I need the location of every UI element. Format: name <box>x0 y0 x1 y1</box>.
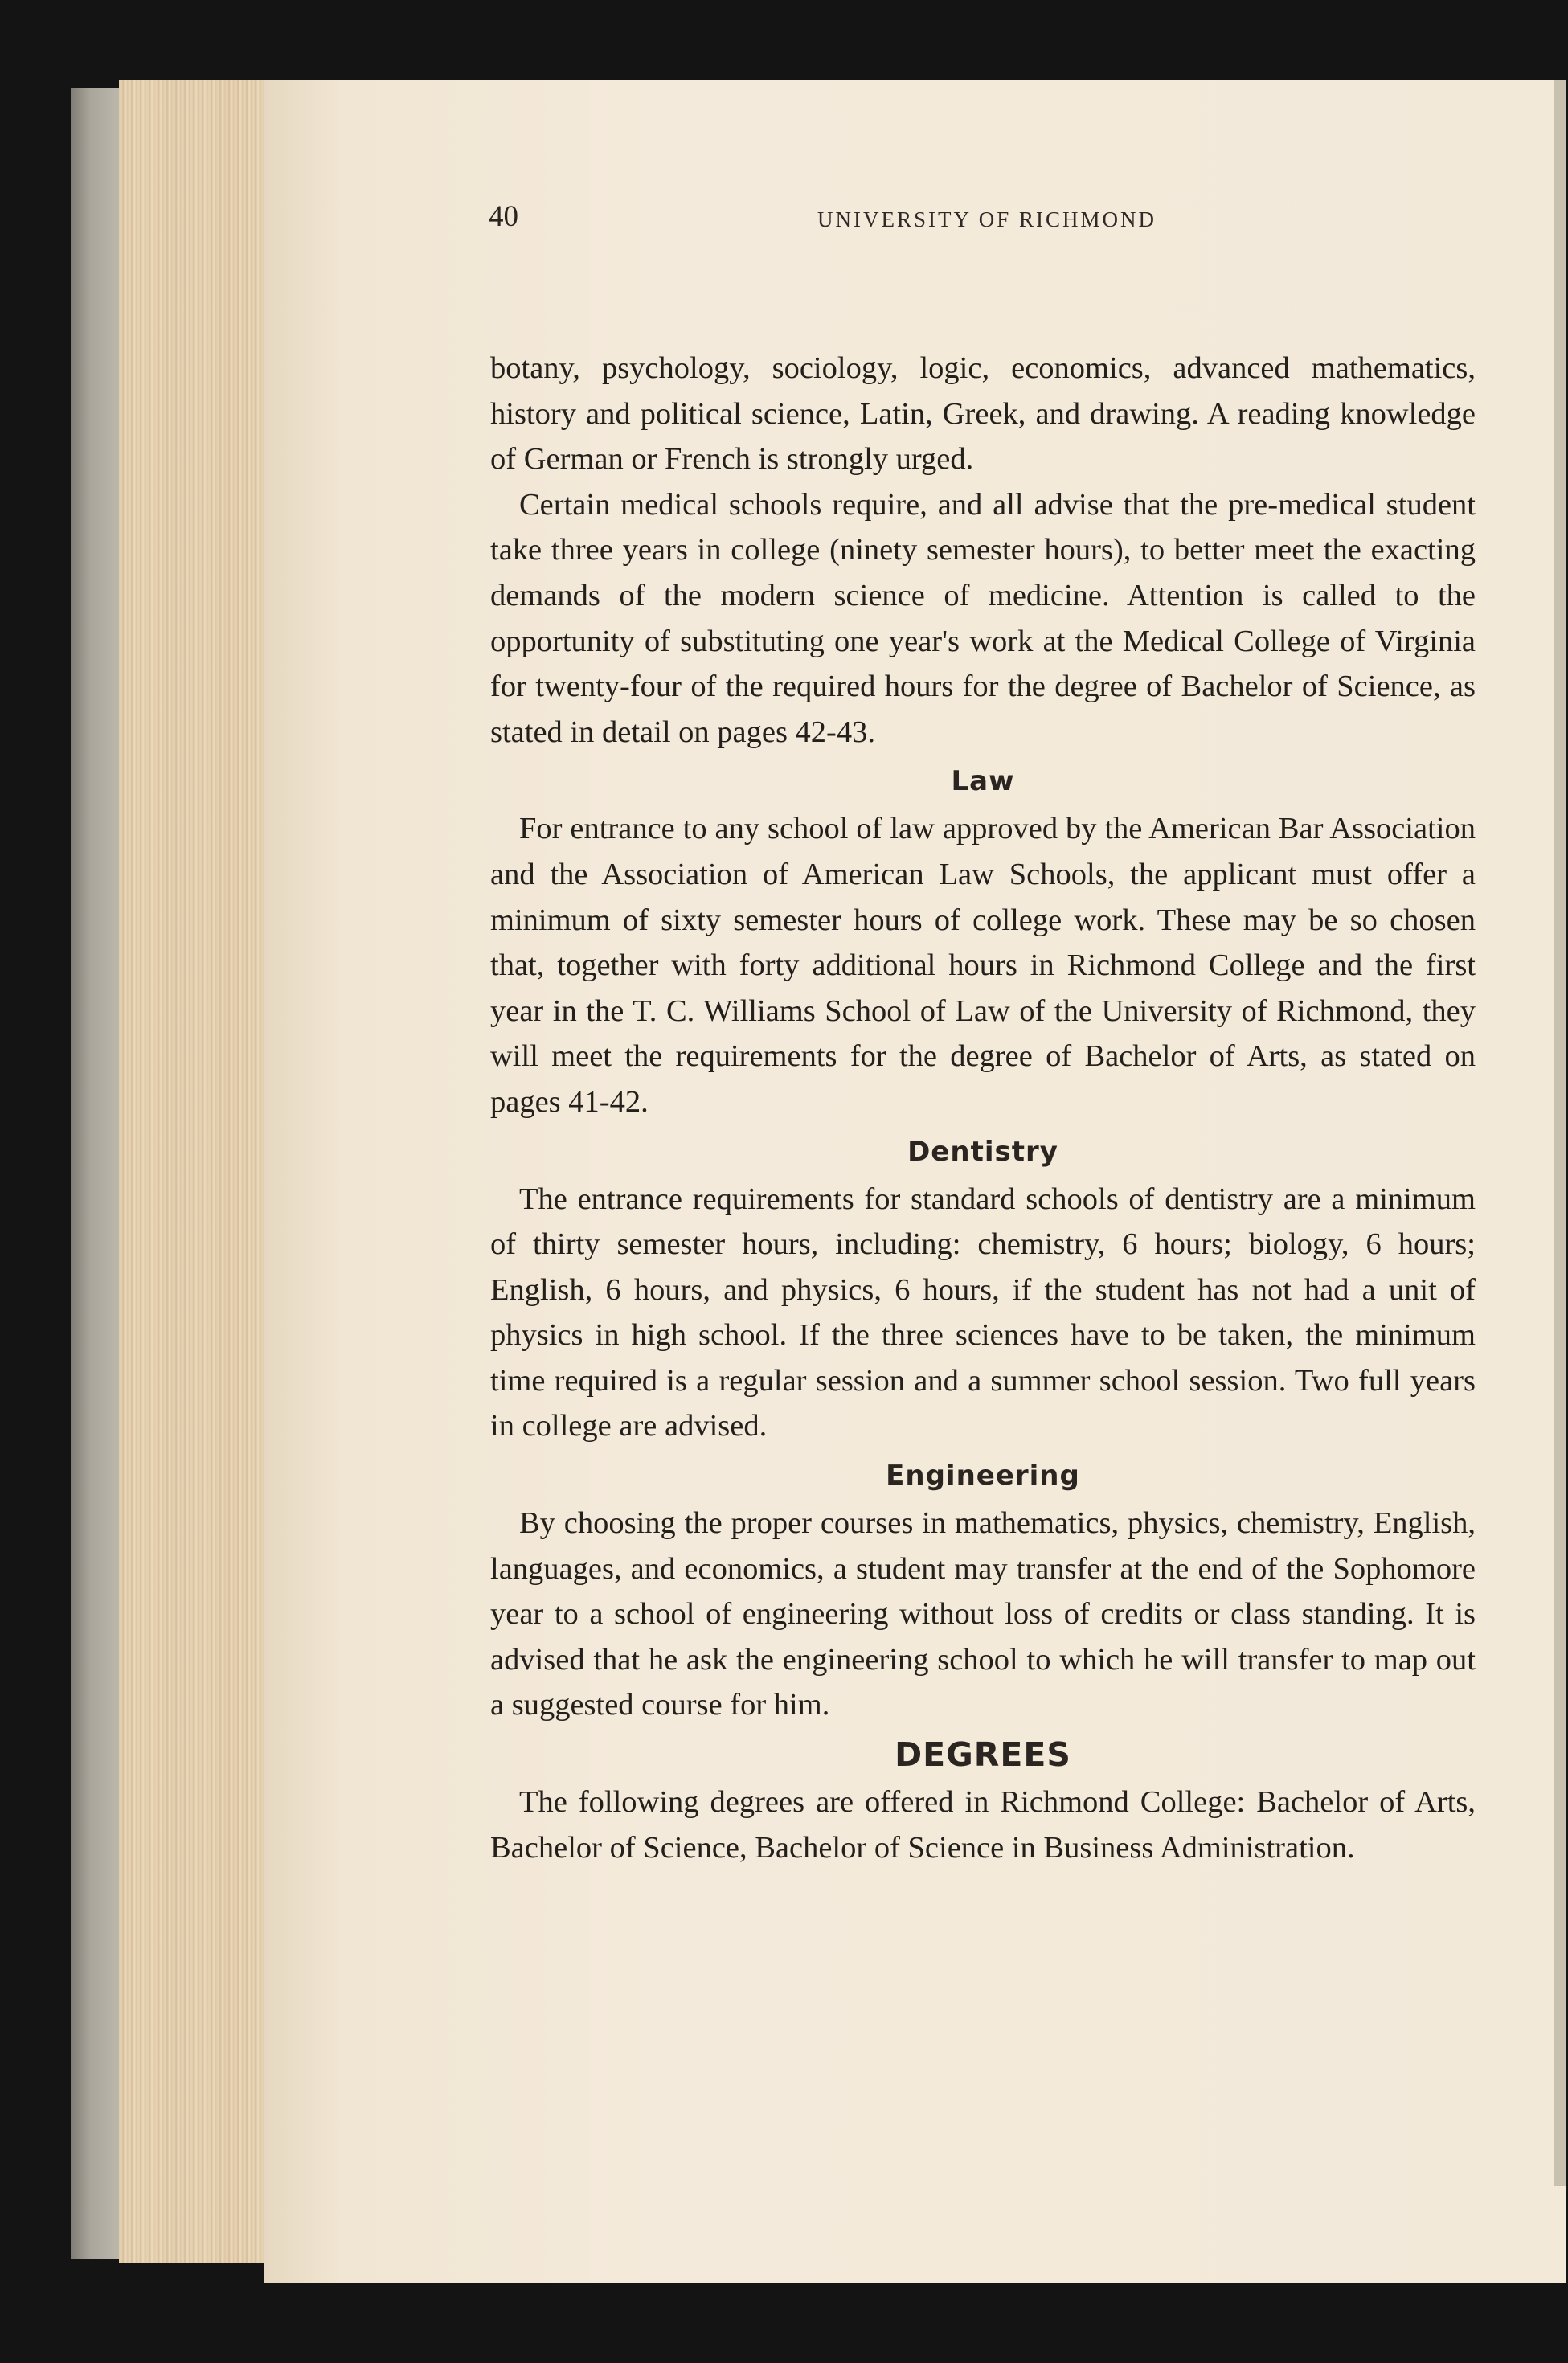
page-body <box>490 346 1476 1870</box>
section-heading-engineering: Engineering <box>886 1460 1080 1493</box>
paragraph-engineering: By choosing the proper courses in mathematics, physics, chemistry, English, languages, and economics, a student may transfer at the end of the Sophomore year to a school of engineering without loss of credits or class standing. It is advised that he ask the engineering school to which he will transfer to map out a suggested course for him. <box>490 1506 1476 1722</box>
paragraph-dentistry: The entrance requirements for standard schools of dentistry are a minimum of thirty semester hours, including: chemistry, 6 hours; biology, 6 hours; English, 6 hours, and physics, 6 hours, if the student has not had a unit of physics in high school. If the three sciences have to be taken, the minimum time required is a regular session and a summer school session. Two full years in college are advised. <box>490 1182 1476 1444</box>
section-heading-dentistry: Dentistry <box>907 1135 1058 1168</box>
book-spine-edge <box>71 88 119 2259</box>
running-head: UNIVERSITY OF RICHMOND <box>817 207 1157 231</box>
page-header <box>489 199 1485 248</box>
paragraph-premed-subjects: botany, psychology, sociology, logic, economics, advanced mathematics, history and political science, Latin, Greek, and drawing. A reading knowledge of German or French is strongly urged. <box>490 351 1476 477</box>
paragraph-degrees: The following degrees are offered in Richmond College: Bachelor of Arts, Bachelor of Science, Bachelor of Science in Business Administration. <box>490 1785 1476 1865</box>
section-heading-degrees: DEGREES <box>895 1735 1071 1775</box>
page-right-edge <box>1554 80 1566 2186</box>
paragraph-premed-requirements: Certain medical schools require, and all advise that the pre-medical student take three years in college (ninety semester hours), to better meet the exacting demands of the modern science of medicine. Attention is called to the opportunity of substituting one year's work at the Medical College of Virginia for twenty-four of the required hours for the degree of Bachelor of Science, as stated in detail on pages 42-43. <box>490 487 1476 749</box>
page-number: 40 <box>489 200 518 233</box>
section-heading-law: Law <box>951 765 1015 798</box>
paragraph-law: For entrance to any school of law approved by the American Bar Association and the Association of American Law Schools, the applicant must offer a minimum of sixty semester hours of college work. These may be so chosen that, together with forty additional hours in Richmond College and the first year in the T. C. Williams School of Law of the University of Richmond, they will meet the requirements for the degree of Bachelor of Arts, as stated on pages 41-42. <box>490 812 1476 1119</box>
